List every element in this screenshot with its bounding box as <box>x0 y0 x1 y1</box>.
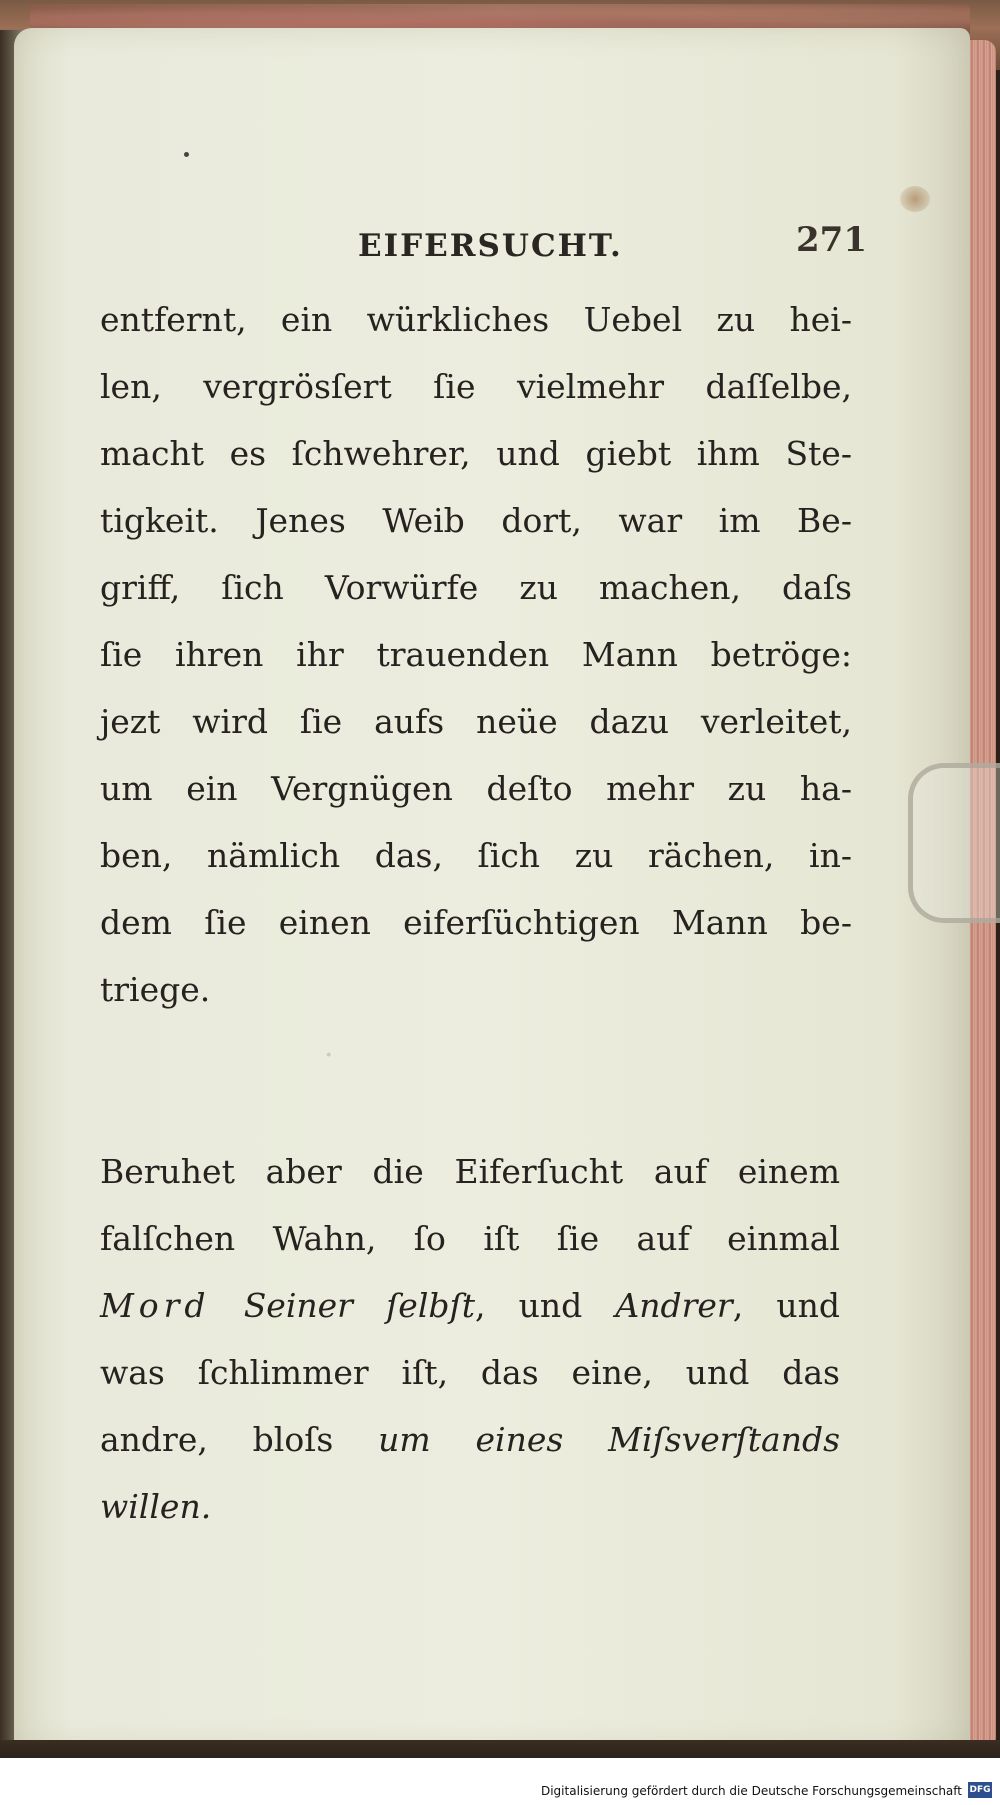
italic-text: Seiner ſelbſt <box>243 1286 475 1325</box>
text-line: Beruhet aber die Eiferſucht auf einem <box>100 1152 840 1191</box>
text-line: tigkeit. Jenes Weib dort, war im Be- <box>100 501 852 540</box>
italic-text: Mord <box>100 1286 211 1325</box>
italic-text: um eines Miſsverſtands <box>378 1420 841 1459</box>
ink-dot <box>184 152 189 157</box>
text-line: len, vergrösſert ſie vielmehr daſſelbe, <box>100 367 852 406</box>
dfg-logo: DFG <box>968 1782 992 1798</box>
paragraph-1 <box>100 300 852 1080</box>
text-line-mixed <box>100 1286 840 1325</box>
plain-text: , und <box>475 1286 583 1325</box>
paper-stain <box>900 186 930 212</box>
text-line: willen. <box>100 1487 212 1526</box>
plain-text: andre, bloſs <box>100 1420 334 1459</box>
page-number: 271 <box>796 220 867 260</box>
text-line: macht es ſchwehrer, und giebt ihm Ste- <box>100 434 852 473</box>
running-head: EIFERSUCHT. <box>358 228 623 264</box>
text-line: um ein Vergnügen deſto mehr zu ha- <box>100 769 852 808</box>
text-line: was ſchlimmer iſt, das eine, und das <box>100 1353 840 1392</box>
text-line: ſie ihren ihr trauenden Mann betröge: <box>100 635 852 674</box>
text-line: dem ſie einen eiferſüchtigen Mann be- <box>100 903 852 942</box>
text-line: jezt wird ſie aufs neüe dazu verleitet, <box>100 702 852 741</box>
show-through-text: · <box>324 1038 334 1073</box>
italic-text: Andrer <box>615 1286 733 1325</box>
plain-text: , und <box>732 1286 840 1325</box>
text-line: falſchen Wahn, ſo iſt ſie auf einmal <box>100 1219 840 1258</box>
text-line: triege. <box>100 970 211 1009</box>
page-clip <box>908 763 1000 923</box>
book-page <box>14 28 970 1748</box>
text-line: ben, nämlich das, ſich zu rächen, in- <box>100 836 852 875</box>
text-line: entfernt, ein würkliches Uebel zu hei- <box>100 300 852 339</box>
text-line-mixed <box>100 1420 840 1459</box>
paragraph-2 <box>100 1152 840 1572</box>
text-line: griff, ſich Vorwürfe zu machen, daſs <box>100 568 852 607</box>
digitization-credit: Digitalisierung gefördert durch die Deutsche Forschungsgemeinschaft <box>540 1784 962 1798</box>
